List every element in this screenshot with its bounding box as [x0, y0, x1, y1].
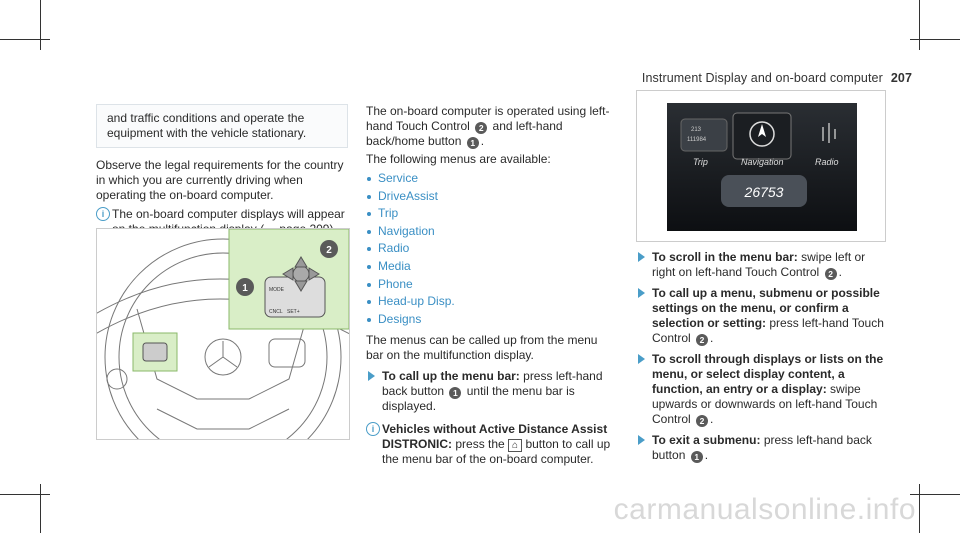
note-title: Vehicles without Active Distance Assist DISTRONIC: [382, 422, 608, 452]
callout-1-inline: 1 [691, 451, 703, 463]
step-arrow-icon [368, 371, 375, 381]
menu-item-headup[interactable]: Head-up Disp. [366, 294, 616, 312]
list-title: The following menus are available: [366, 152, 551, 166]
steering-wheel-svg [97, 229, 349, 439]
page-number: 207 [890, 71, 912, 85]
callout-2-inline: 2 [696, 334, 708, 346]
odometer-2: 111984 [687, 137, 707, 143]
crop-mark [910, 494, 960, 495]
step1-title: To call up the menu bar: [382, 369, 520, 384]
step1-text-b: until the menu bar is displayed. [382, 384, 575, 414]
crop-mark [919, 0, 920, 50]
crop-mark [910, 39, 960, 40]
crop-mark [919, 484, 920, 533]
step-arrow-icon [638, 435, 645, 445]
step-call-up-menu-bar [366, 369, 616, 414]
legal-paragraph: Observe the legal requirements for the country in which you are currently driving when operating the on-board computer. [96, 158, 344, 202]
callout-1: 1 [242, 283, 248, 294]
menu-item-trip[interactable]: Trip [366, 206, 616, 224]
s2-text: press left-hand Touch Control [652, 316, 884, 345]
distronic-note [366, 422, 616, 467]
callout-2-inline: 2 [475, 122, 487, 134]
box-text: and traffic conditions and operate the equipment with the vehicle stationary. [107, 111, 307, 140]
s3-text: swipe upwards or downwards on left-hand Touch Control [652, 382, 878, 426]
crop-mark [40, 0, 41, 50]
note-text-b: button to call up the menu bar of the on-board computer. [382, 437, 611, 467]
menu-trip: Trip [693, 157, 708, 167]
home-button-icon: ⌂ [508, 439, 522, 452]
steering-wheel-illustration [96, 228, 350, 440]
step-scroll-displays: To scroll through displays or lists on the menu, or select display content, a function, an entry or a display: swipe upwards or downwards on left-hand Touch Control 2 . [636, 352, 886, 427]
menu-navigation: Navigation [741, 157, 784, 167]
step-arrow-icon [638, 252, 645, 262]
step-scroll-menu-bar: To scroll in the menu bar: swipe left or right on left-hand Touch Control 2 . [636, 250, 886, 280]
right-column [636, 244, 886, 463]
step-exit-submenu: To exit a submenu: press left-hand back button 1 . [636, 433, 886, 463]
s1-title: To scroll in the menu bar: [652, 250, 798, 264]
info-icon: i [366, 422, 380, 436]
s2-title: To call up a menu, submenu or possible settings on the menu, or confirm a selection or setting: [652, 286, 880, 330]
info-icon: i [96, 207, 110, 221]
menu-item-phone[interactable]: Phone [366, 277, 616, 295]
menu-item-navigation[interactable]: Navigation [366, 224, 616, 242]
menu-list [366, 171, 616, 329]
left-column [96, 104, 351, 237]
callout-2-inline: 2 [696, 415, 708, 427]
callout-2-inline: 2 [825, 268, 837, 280]
info-text-pre: The on-board computer displays will appear [112, 207, 345, 221]
s1-text: swipe left or right on left-hand Touch Control [652, 250, 866, 279]
mode-label: MODE [269, 287, 284, 293]
step-arrow-icon [638, 288, 645, 298]
page-header [642, 71, 912, 85]
menu-item-media[interactable]: Media [366, 259, 616, 277]
step-call-up-menu: To call up a menu, submenu or possible settings on the menu, or confirm a selection or setting: press left-hand Touch Control 2 . [636, 286, 886, 346]
crop-mark [0, 39, 50, 40]
intro-paragraph [366, 104, 616, 149]
watermark: carmanualsonline.info [613, 493, 916, 526]
display-value: 26753 [744, 184, 784, 200]
step1-text-a: press left-hand back button [382, 369, 603, 399]
crop-mark [40, 484, 41, 533]
header-title: Instrument Display and on-board computer [641, 71, 883, 85]
menu-bar-paragraph: The menus can be called up from the menu bar on the multifunction display. [366, 333, 598, 363]
menu-item-driveassist[interactable]: DriveAssist [366, 189, 616, 207]
callout-2: 2 [326, 245, 332, 256]
menu-item-service[interactable]: Service [366, 171, 616, 189]
continued-note-box [96, 104, 348, 148]
menu-item-radio[interactable]: Radio [366, 241, 616, 259]
note-text-a: press the [455, 437, 505, 452]
menu-radio: Radio [815, 157, 839, 167]
display-screenshot [636, 90, 886, 242]
middle-column [366, 104, 616, 467]
intro-end: . [480, 134, 485, 148]
set-label: SET+ [287, 309, 300, 315]
intro-text-2: and left-hand back/home button [366, 119, 563, 148]
cncl-label: CNCL [269, 309, 283, 315]
crop-mark [0, 494, 50, 495]
menu-item-designs[interactable]: Designs [366, 312, 616, 330]
s3-title: To scroll through displays or lists on the menu, or select display content, a function, an entry or a display: [652, 352, 884, 396]
s4-text: press left-hand back button [652, 433, 872, 462]
odometer-1: 213 [691, 127, 702, 133]
step-arrow-icon [638, 354, 645, 364]
callout-1-inline: 1 [449, 387, 461, 399]
s4-title: To exit a submenu: [652, 433, 761, 447]
intro-text-1: The on-board computer is operated using left-hand Touch Control [366, 104, 610, 133]
callout-1-inline: 1 [467, 137, 479, 149]
display-svg [637, 91, 885, 241]
